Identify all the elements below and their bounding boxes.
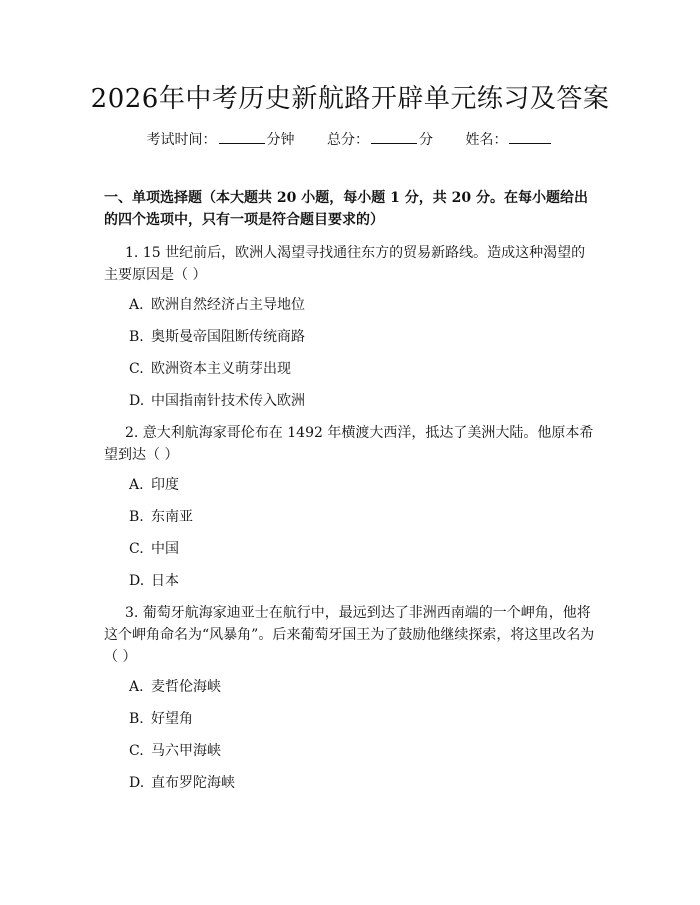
question-2-option-c bbox=[129, 539, 179, 559]
option-letter: A. bbox=[129, 679, 144, 695]
option-text: 日本 bbox=[151, 573, 179, 589]
question-3-option-a bbox=[129, 677, 221, 697]
option-text: 奥斯曼帝国阻断传统商路 bbox=[151, 329, 305, 345]
option-text: 麦哲伦海峡 bbox=[151, 679, 221, 695]
name-field bbox=[465, 130, 553, 150]
option-letter: A. bbox=[129, 477, 144, 493]
exam-time-field bbox=[147, 130, 295, 150]
name-blank bbox=[509, 131, 551, 144]
option-text: 欧洲自然经济占主导地位 bbox=[151, 297, 305, 313]
option-text: 中国指南针技术传入欧洲 bbox=[151, 393, 305, 409]
option-text: 印度 bbox=[151, 477, 179, 493]
name-label: 姓名： bbox=[465, 132, 508, 148]
option-letter: D. bbox=[129, 393, 145, 409]
option-letter: C. bbox=[129, 361, 144, 377]
option-letter: B. bbox=[129, 509, 144, 525]
option-letter: B. bbox=[129, 329, 144, 345]
total-score-label: 总分： bbox=[327, 132, 369, 148]
option-text: 好望角 bbox=[151, 711, 193, 727]
exam-time-unit: 分钟 bbox=[266, 132, 295, 148]
exam-time-label: 考试时间： bbox=[146, 132, 217, 148]
option-text: 东南亚 bbox=[151, 509, 193, 525]
option-letter: D. bbox=[129, 573, 145, 589]
question-3-stem: 3. 葡萄牙航海家迪亚士在航行中，最远到达了非洲西南端的一个岬角，他将这个岬角命名为“风暴角”。后来葡萄牙国王为了鼓励他继续探索，将这里改名为（ ） bbox=[104, 605, 595, 665]
exam-meta bbox=[0, 130, 700, 150]
total-score-blank bbox=[371, 131, 417, 144]
question-1-option-d bbox=[129, 391, 305, 411]
option-letter: C. bbox=[129, 743, 144, 759]
total-score-field bbox=[327, 130, 433, 150]
question-2-option-b bbox=[129, 507, 193, 527]
question-1-stem: 1. 15 世纪前后，欧洲人渴望寻找通往东方的贸易新路线。造成这种渴望的主要原因是（ ） bbox=[104, 245, 586, 283]
question-3-option-b bbox=[129, 709, 193, 729]
question-1-option-b bbox=[129, 327, 305, 347]
question-2-stem: 2. 意大利航海家哥伦布在 1492 年横渡大西洋，抵达了美洲大陆。他原本希望到达（ ） bbox=[104, 425, 594, 463]
option-letter: D. bbox=[129, 775, 145, 791]
option-letter: B. bbox=[129, 711, 144, 727]
question-1-option-a bbox=[129, 295, 305, 315]
option-letter: A. bbox=[129, 297, 144, 313]
option-letter: C. bbox=[129, 541, 144, 557]
option-text: 直布罗陀海峡 bbox=[151, 775, 235, 791]
page-title: 2026年中考历史新航路开辟单元练习及答案 bbox=[90, 84, 610, 114]
section-heading: 一、单项选择题（本大题共 20 小题，每小题 1 分，共 20 分。在每小题给出的四个选项中，只有一项是符合题目要求的） bbox=[104, 190, 588, 228]
total-score-unit: 分 bbox=[419, 132, 433, 148]
question-3-option-c bbox=[129, 741, 221, 761]
option-text: 马六甲海峡 bbox=[151, 743, 221, 759]
option-text: 中国 bbox=[151, 541, 179, 557]
question-1-option-c bbox=[129, 359, 291, 379]
option-text: 欧洲资本主义萌芽出现 bbox=[151, 361, 291, 377]
question-3-option-d bbox=[129, 773, 235, 793]
exam-time-blank bbox=[219, 131, 265, 144]
question-2-option-d bbox=[129, 571, 179, 591]
question-2-option-a bbox=[129, 475, 179, 495]
